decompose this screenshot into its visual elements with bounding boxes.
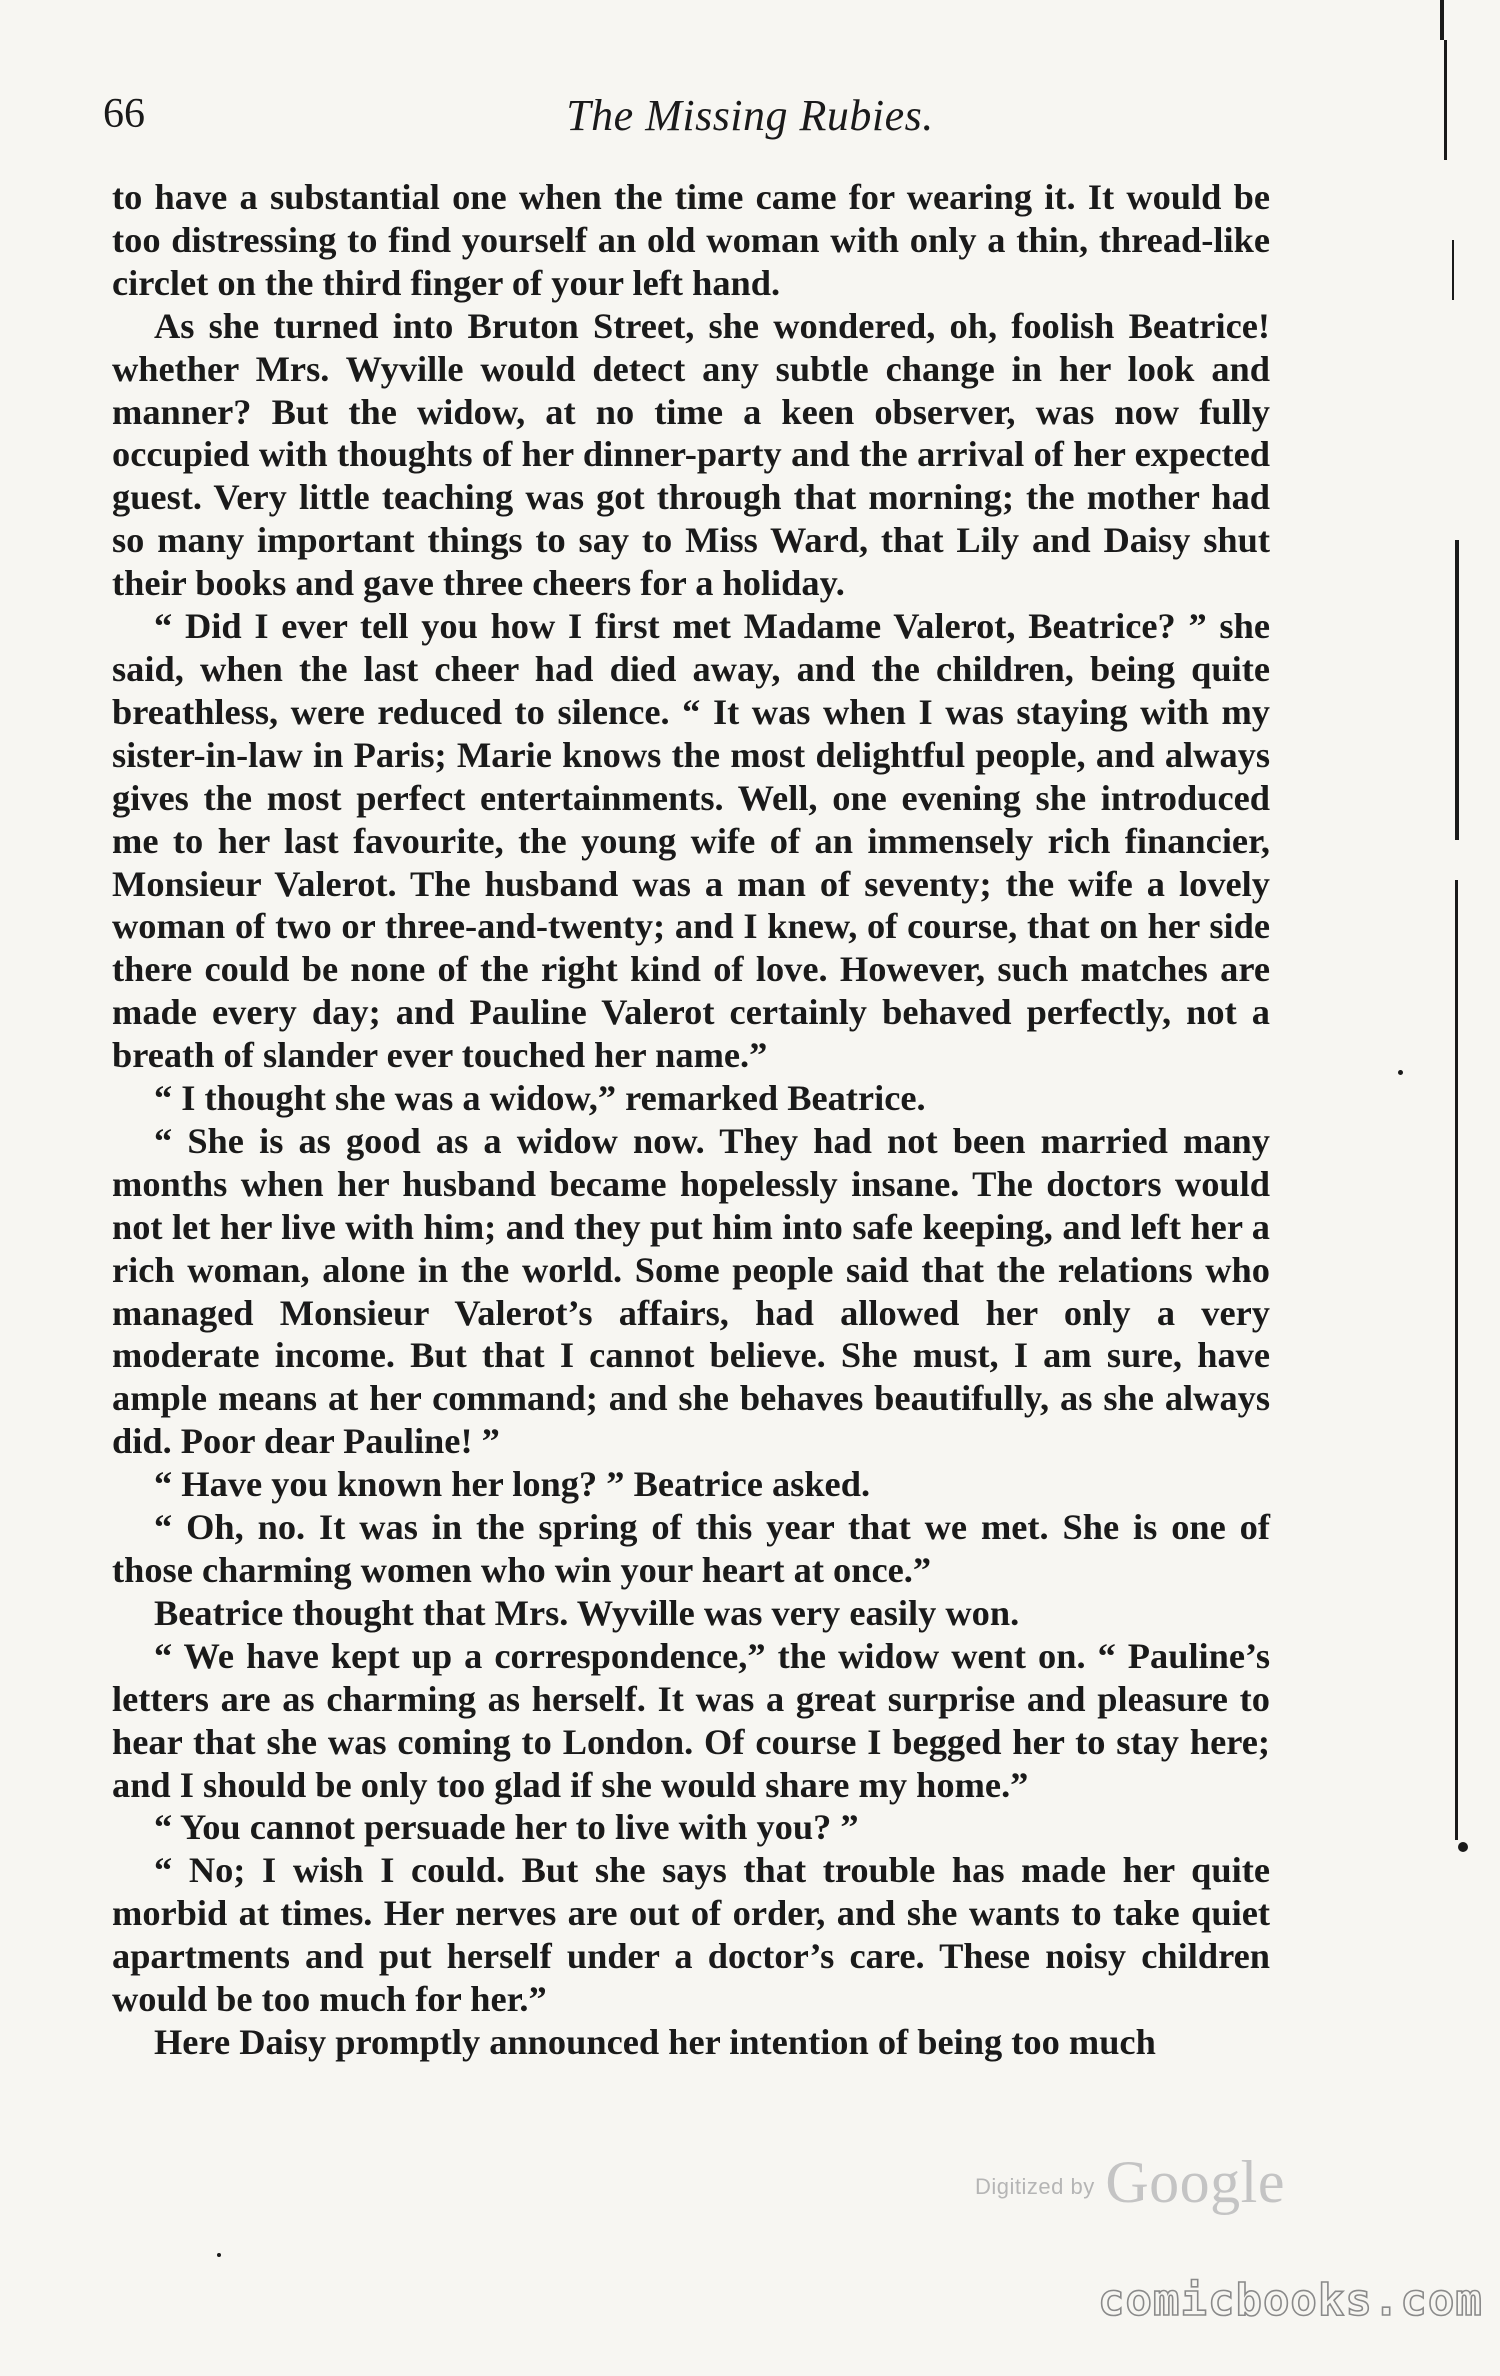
scan-speck — [1398, 1070, 1403, 1075]
paragraph: “ Did I ever tell you how I first met Madame Valerot, Beatrice? ” she said, when the last cheer had died away, and the children, being quite breathless, were reduced to silence. “ It was when I was staying with my sister-in-law in Paris; Marie knows the most delightful people, and always gives the most perfect entertainments. Well, one evening she introduced me to her last favourite, the young wife of an immensely rich financier, Monsieur Valerot. The husband was a man of seventy; the wife a lovely woman of two or three-and-twenty; and I knew, of course, that on her side there could be none of the right kind of love. However, such matches are made every day; and Pauline Valerot certainly behaved perfectly, not a breath of slander ever touched her name.” — [112, 606, 1270, 1076]
paragraph: “ Oh, no. It was in the spring of this year that we met. She is one of those charming women who win your heart at once.” — [112, 1507, 1270, 1590]
paragraph: “ I thought she was a widow,” remarked Beatrice. — [154, 1078, 926, 1119]
digitized-label: Digitized by — [975, 2174, 1095, 2199]
page-number: 66 — [103, 91, 145, 137]
paragraph: “ We have kept up a correspondence,” the widow went on. “ Pauline’s letters are as charming as herself. It was a great surprise and pleasure to hear that she was coming to London. Of course I begged her to stay here; and I should be only too glad if she would share my home.” — [112, 1635, 1270, 1805]
paragraph: “ You cannot persuade her to live with you? ” — [154, 1807, 859, 1848]
site-watermark: comicbooks.com — [1098, 2275, 1483, 2326]
scan-speck — [217, 2253, 221, 2257]
paragraph: to have a substantial one when the time came for wearing it. It would be too distressing to find yourself an old woman with only a thin, thread-like circlet on the third finger of your left hand. — [112, 177, 1270, 303]
scan-speck — [1458, 1842, 1468, 1852]
paragraph: Beatrice thought that Mrs. Wyville was very easily won. — [154, 1592, 1020, 1633]
scan-edge-mark — [1455, 540, 1459, 840]
paragraph: “ She is as good as a widow now. They had not been married many months when her husband became hopelessly insane. The doctors would not let her live with him; and they put him into safe keeping, and left her a rich woman, alone in the world. Some people said that the relations who managed Monsieur Valerot’s affairs, had allowed her only a very moderate income. But that I cannot believe. She must, I am sure, have ample means at her command; and she behaves beautifully, as she always did. Poor dear Pauline! ” — [112, 1120, 1270, 1462]
paragraph: Here Daisy promptly announced her intention of being too much — [154, 2021, 1156, 2062]
paragraph: “ Have you known her long? ” Beatrice asked. — [154, 1464, 871, 1505]
google-watermark — [975, 2148, 1285, 2217]
scan-edge-mark — [1440, 0, 1444, 40]
scan-edge-mark — [1455, 880, 1458, 1840]
paragraph: As she turned into Bruton Street, she wondered, oh, foolish Beatrice! whether Mrs. Wyville would detect any subtle change in her look and manner? But the widow, at no time a keen observer, was now fully occupied with thoughts of her dinner-party and the arrival of her expected guest. Very little teaching was got through that morning; the mother had so many important things to say to Miss Ward, that Lily and Daisy shut their books and gave three cheers for a holiday. — [112, 305, 1270, 604]
google-logo: Google — [1105, 2149, 1285, 2215]
running-title: The Missing Rubies. — [566, 91, 934, 140]
scan-edge-mark — [1452, 240, 1454, 300]
paragraph: “ No; I wish I could. But she says that trouble has made her quite morbid at times. Her nerves are out of order, and she wants to take quiet apartments and put herself under a doctor’s care. These noisy children would be too much for her.” — [112, 1850, 1270, 2020]
scan-edge-mark — [1444, 40, 1447, 160]
body-text — [112, 176, 1270, 2064]
